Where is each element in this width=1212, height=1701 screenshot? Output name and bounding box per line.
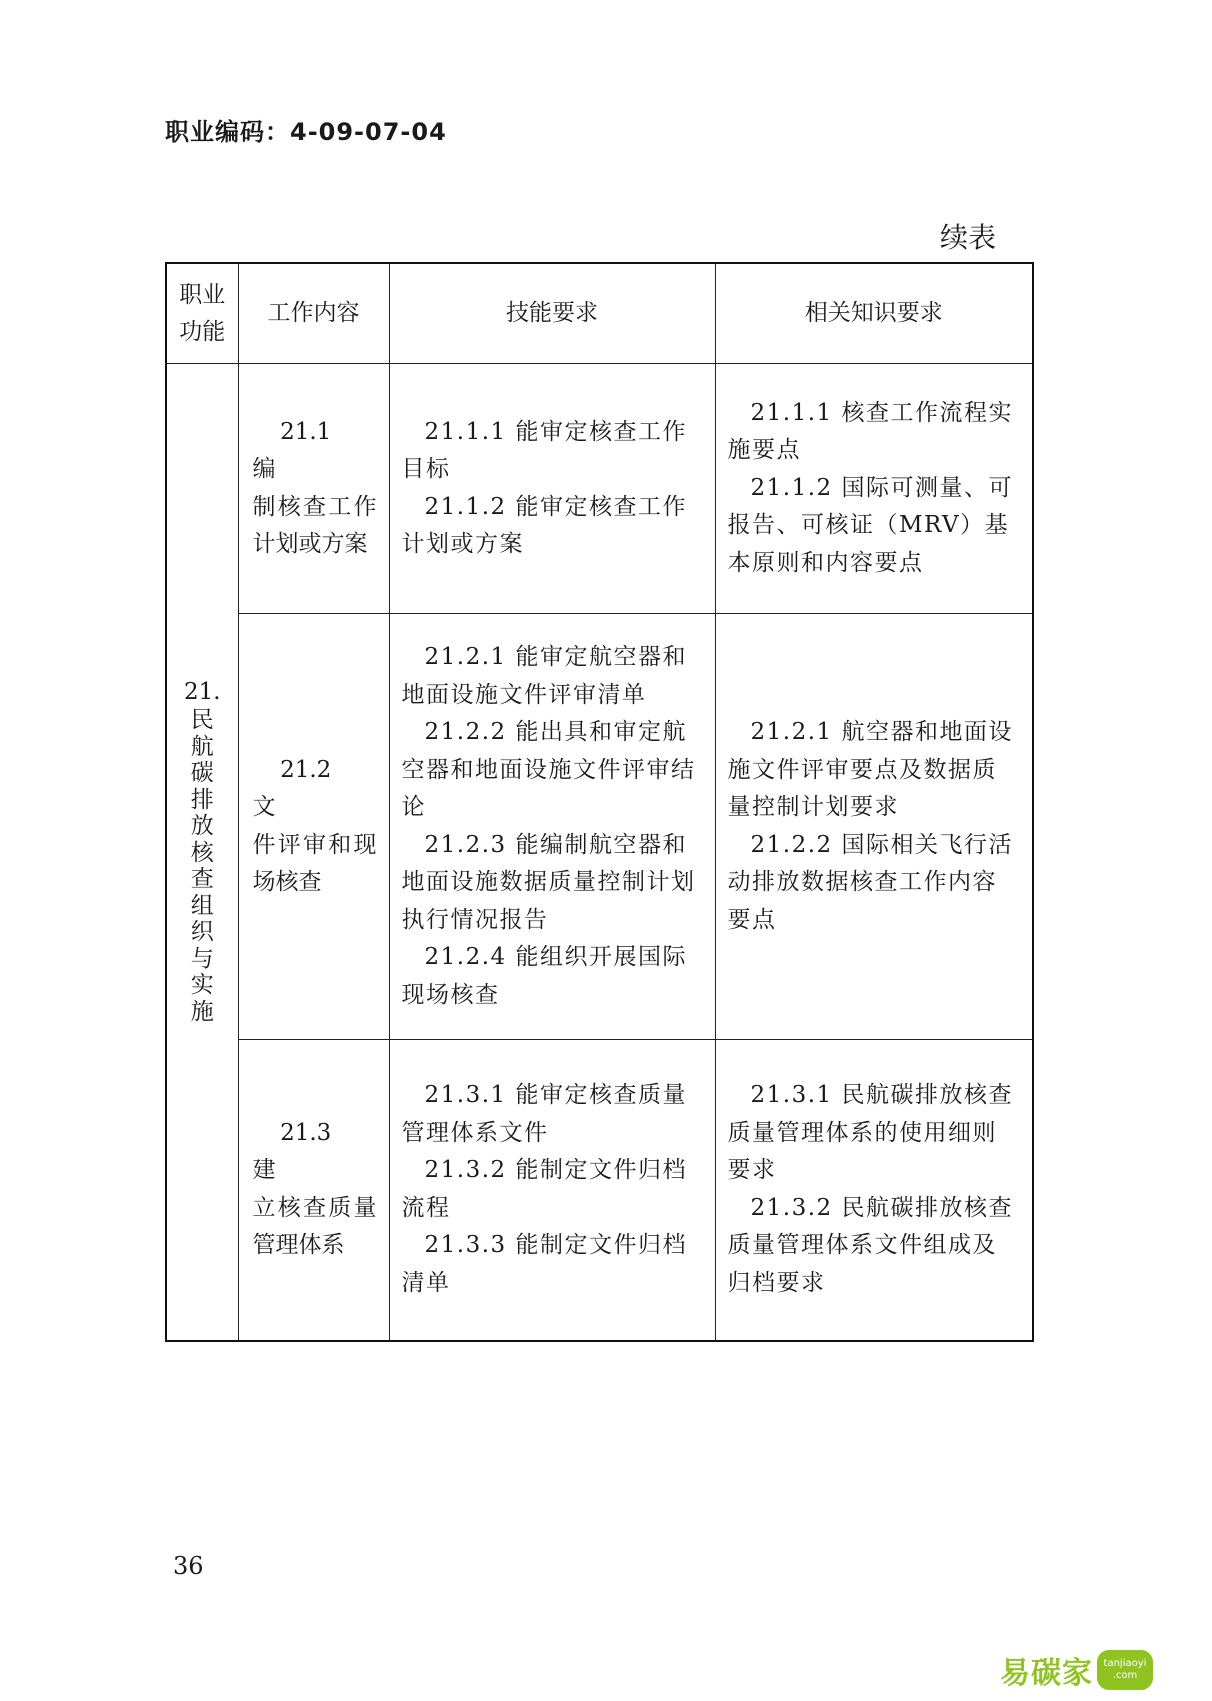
skill-cell bbox=[389, 1040, 715, 1341]
function-char: 碳 bbox=[190, 760, 214, 786]
skill-item: 21.3.2 能制定文件归档流程 bbox=[401, 1157, 687, 1221]
function-char: 放 bbox=[190, 813, 214, 839]
function-char: 施 bbox=[190, 998, 214, 1025]
skill-cell bbox=[389, 364, 715, 614]
work-content-cell bbox=[238, 614, 389, 1040]
skill-item: 21.2.4 能组织开展国际现场核查 bbox=[401, 944, 687, 1008]
function-char: 实 bbox=[190, 972, 214, 998]
knowledge-cell bbox=[715, 364, 1033, 614]
skill-item: 21.2.1 能审定航空器和地面设施文件评审清单 bbox=[401, 644, 687, 708]
knowledge-item: 21.2.2 国际相关飞行活动排放数据核查工作内容要点 bbox=[727, 831, 1013, 933]
header-function-line2: 功能 bbox=[179, 318, 226, 345]
skill-item: 21.3.3 能制定文件归档清单 bbox=[401, 1232, 687, 1296]
knowledge-cell bbox=[715, 1040, 1033, 1341]
function-char: 织 bbox=[190, 919, 214, 945]
work-text: 立核查质量管理体系 bbox=[252, 1194, 377, 1259]
knowledge-item: 21.2.1 航空器和地面设施文件评审要点及数据质量控制计划要求 bbox=[727, 719, 1013, 820]
header-skill: 技能要求 bbox=[389, 263, 715, 364]
work-number: 21.3 建 bbox=[252, 1119, 355, 1184]
logo-text: 易碳家 bbox=[1000, 1656, 1093, 1691]
function-char: 与 bbox=[190, 945, 214, 972]
work-text: 制核查工作计划或方案 bbox=[252, 493, 377, 557]
header-knowledge: 相关知识要求 bbox=[715, 263, 1033, 364]
knowledge-item: 21.3.1 民航碳排放核查质量管理体系的使用细则要求 bbox=[727, 1082, 1013, 1184]
work-text: 件评审和现场核查 bbox=[252, 831, 377, 895]
skill-cell bbox=[389, 614, 715, 1040]
logo-badge-line1: tanjiaoyi bbox=[1103, 1658, 1147, 1669]
table-row bbox=[166, 364, 1033, 614]
header-function bbox=[166, 263, 238, 364]
page-number: 36 bbox=[173, 1552, 204, 1580]
function-cell bbox=[166, 364, 238, 1341]
skill-item: 21.2.2 能出具和审定航空器和地面设施文件评审结论 bbox=[401, 719, 696, 820]
function-number: 21. bbox=[183, 678, 221, 705]
function-char: 航 bbox=[190, 733, 214, 760]
skill-item: 21.3.1 能审定核查质量管理体系文件 bbox=[401, 1082, 687, 1146]
occupation-code: 职业编码：4-09-07-04 bbox=[165, 118, 447, 146]
logo-badge bbox=[1097, 1650, 1153, 1690]
knowledge-item: 21.3.2 民航碳排放核查质量管理体系文件组成及归档要求 bbox=[727, 1194, 1013, 1296]
work-number: 21.2 文 bbox=[252, 756, 355, 820]
table-header-row bbox=[166, 263, 1033, 364]
standard-table bbox=[165, 262, 1034, 1342]
logo-badge-line2: .com bbox=[1112, 1670, 1138, 1681]
skill-item: 21.1.2 能审定核查工作计划或方案 bbox=[401, 493, 687, 557]
function-char: 排 bbox=[190, 786, 214, 813]
knowledge-item: 21.1.1 核查工作流程实施要点 bbox=[727, 399, 1013, 464]
skill-item: 21.1.1 能审定核查工作目标 bbox=[401, 418, 687, 482]
work-content-cell bbox=[238, 364, 389, 614]
work-content-cell bbox=[238, 1040, 389, 1341]
knowledge-item: 21.1.2 国际可测量、可报告、可核证（MRV）基本原则和内容要点 bbox=[727, 474, 1013, 576]
skill-item: 21.2.3 能编制航空器和地面设施数据质量控制计划执行情况报告 bbox=[401, 831, 696, 933]
function-char: 查 bbox=[190, 866, 214, 892]
table-row bbox=[166, 614, 1033, 1040]
header-function-line1: 职业 bbox=[179, 281, 226, 308]
watermark-logo bbox=[1000, 1648, 1153, 1692]
table-row bbox=[166, 1040, 1033, 1341]
work-number: 21.1 编 bbox=[252, 418, 355, 482]
continued-label: 续表 bbox=[940, 221, 997, 254]
function-char: 民 bbox=[190, 707, 214, 733]
function-char: 组 bbox=[190, 892, 214, 919]
header-work: 工作内容 bbox=[238, 263, 389, 364]
knowledge-cell bbox=[715, 614, 1033, 1040]
function-char: 核 bbox=[190, 839, 214, 866]
